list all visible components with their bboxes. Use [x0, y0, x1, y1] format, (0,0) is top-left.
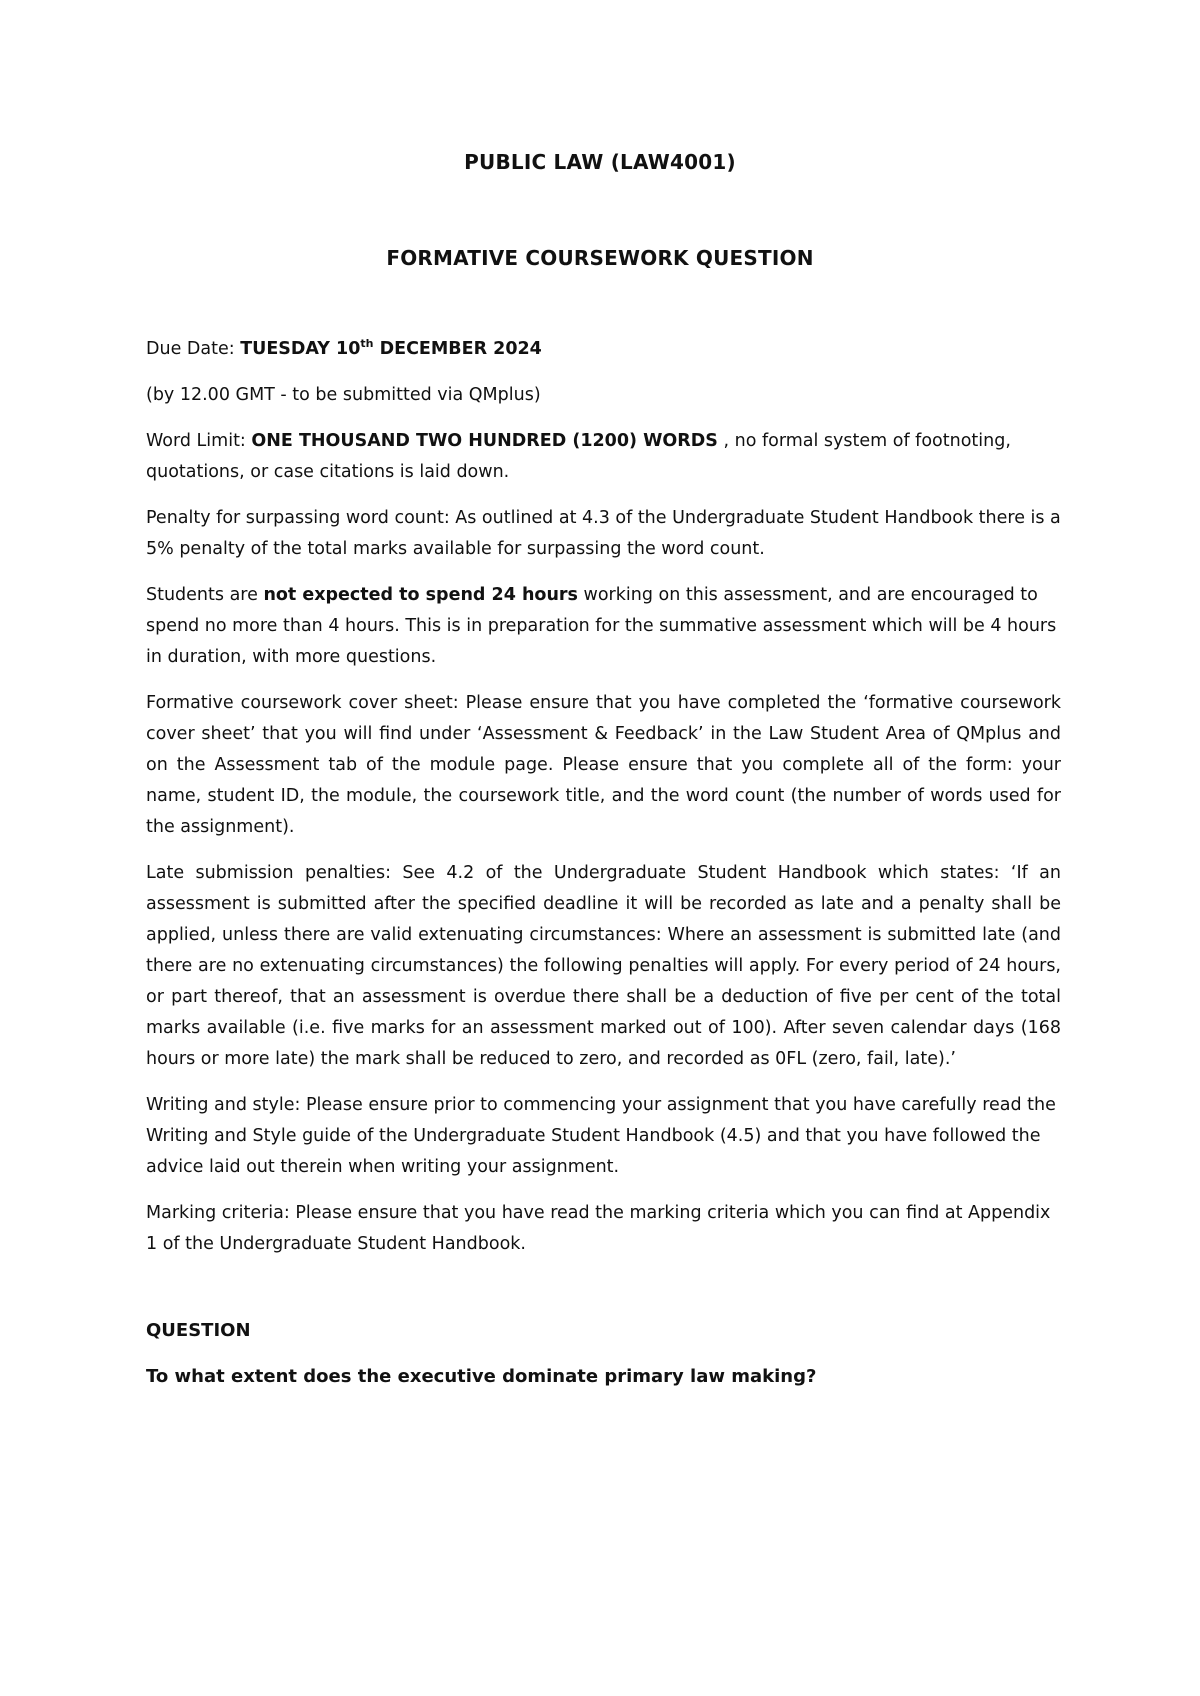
due-date-label: Due Date: [146, 339, 241, 359]
word-limit-paragraph [146, 426, 1061, 488]
submission-note: (by 12.00 GMT - to be submitted via QMplus) [146, 385, 541, 405]
due-date-line [146, 334, 1061, 365]
question-text: To what extent does the executive dominate primary law making? [146, 1366, 817, 1387]
question-heading: QUESTION [146, 1320, 251, 1341]
marking-criteria-paragraph: Marking criteria: Please ensure that you have read the marking criteria which you can find at Appendix 1 of the Undergraduate Student Handbook. [146, 1203, 1051, 1254]
time-guidance-bold: not expected to spend 24 hours [263, 585, 578, 605]
cover-sheet-paragraph: Formative coursework cover sheet: Please ensure that you have completed the ‘formative coursework cover sheet’ that you will find under ‘Assessment & Feedback’ in the Law Student Area of QMplus and on the Assessment tab of the module page. Please ensure that you complete all of the form: your name, student ID, the module, the coursework title, and the word count (the number of words used for the assignment). [146, 693, 1061, 837]
time-guidance-pre: Students are [146, 585, 264, 605]
time-guidance-post: working on this assessment, and are encouraged to spend no more than 4 hours. This is in preparation for the summative assessment which will be 4 hours in duration, with more questions. [146, 585, 1057, 667]
writing-style-paragraph: Writing and style: Please ensure prior to commencing your assignment that you have carefully read the Writing and Style guide of the Undergraduate Student Handbook (4.5) and that you have followed the advice laid out therein when writing your assignment. [146, 1095, 1056, 1177]
word-count-penalty-paragraph: Penalty for surpassing word count: As outlined at 4.3 of the Undergraduate Student Handbook there is a 5% penalty of the total marks available for surpassing the word count. [146, 508, 1061, 559]
due-date-rest: DECEMBER 2024 [373, 339, 542, 359]
document-body [146, 334, 1061, 1407]
time-guidance-paragraph [146, 580, 1061, 673]
word-limit-rest: , no formal system of footnoting, quotations, or case citations is laid down. [146, 431, 1011, 482]
document-subtitle: FORMATIVE COURSEWORK QUESTION [386, 246, 814, 270]
due-date-suffix: th [360, 337, 374, 351]
word-limit-label: Word Limit: [146, 431, 252, 451]
word-limit-value: ONE THOUSAND TWO HUNDRED (1200) WORDS [251, 431, 718, 451]
late-submission-paragraph: Late submission penalties: See 4.2 of the Undergraduate Student Handbook which states: ‘If an assessment is submitted after the specified deadline it will be recorded as late and a penalty shall be applied, unless there are valid extenuating circumstances: Where an assessment is submitted late (and there are no extenuating circumstances) the following penalties will apply. For every period of 24 hours, or part thereof, that an assessment is overdue there shall be a deduction of five per cent of the total marks available (i.e. five marks for an assessment marked out of 100). After seven calendar days (168 hours or more late) the mark shall be reduced to zero, and recorded as 0FL (zero, fail, late).’ [146, 863, 1061, 1069]
due-date-day: TUESDAY 10 [240, 339, 361, 359]
document-title: PUBLIC LAW (LAW4001) [464, 150, 736, 174]
